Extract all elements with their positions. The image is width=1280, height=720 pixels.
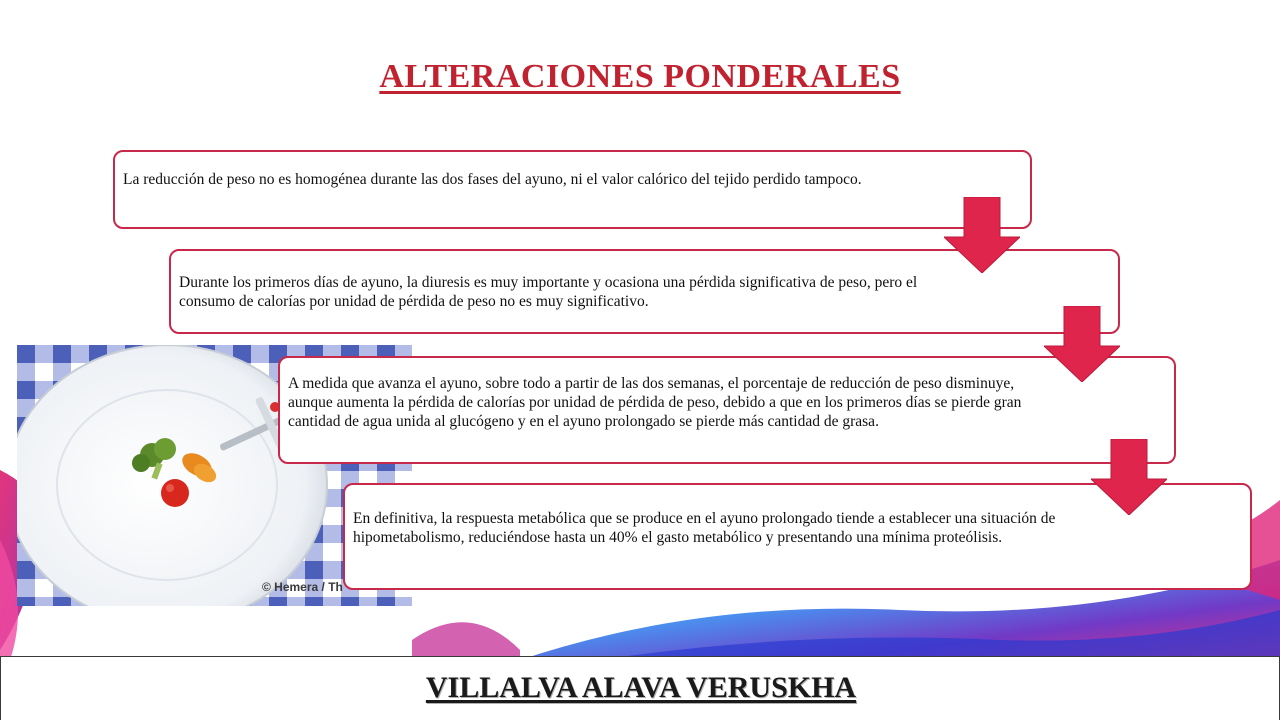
slide-title: ALTERACIONES PONDERALES: [379, 58, 901, 95]
step-box-1: [113, 150, 1032, 229]
footer-bar: [0, 656, 1280, 720]
step-text-3: A medida que avanza el ayuno, sobre todo a partir de las dos semanas, el porcentaje de reducción de peso disminuye, aunque aumenta la pérdida de calorías por unidad de pérdida de peso, debido a que en los primeros días se pierde gran cantidad de agua unida al glucógeno y en el ayuno prolongado se pierde más cantidad de grasa.: [288, 375, 1022, 430]
step-text-1: La reducción de peso no es homogénea durante las dos fases del ayuno, ni el valor calórico del tejido perdido tampoco.: [123, 171, 862, 188]
photo-watermark: © Hemera / Th: [262, 580, 343, 594]
step-text-2: Durante los primeros días de ayuno, la diuresis es muy importante y ocasiona una pérdida significativa de peso, pero el consumo de calorías por unidad de pérdida de peso no es muy significativo.: [179, 274, 918, 310]
down-arrow-icon: [1044, 306, 1120, 382]
step-box-3: [278, 356, 1176, 464]
author-name: VILLALVA ALAVA VERUSKHA: [425, 671, 857, 704]
down-arrow-icon: [1091, 439, 1167, 515]
step-text-4: En definitiva, la respuesta metabólica que se produce en el ayuno prolongado tiende a establecer una situación de hipometabolismo, reduciéndose hasta un 40% el gasto metabólico y presentando una mínima proteólisis.: [353, 510, 1056, 546]
down-arrow-icon: [944, 197, 1020, 273]
